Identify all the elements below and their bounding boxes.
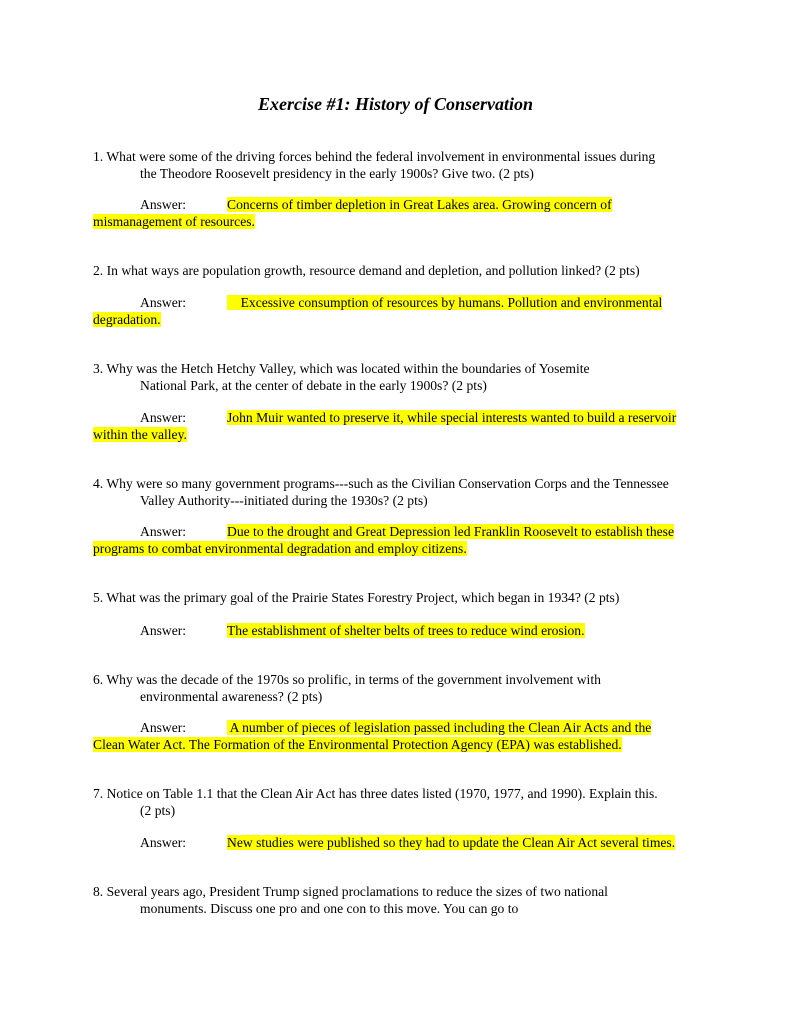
answer-5-label: Answer: xyxy=(140,623,187,638)
answer-5-text-line-1: The establishment of shelter belts of trees to reduce wind erosion. xyxy=(227,623,585,638)
question-6 xyxy=(93,671,713,705)
answer-2-text-line-2: degradation. xyxy=(93,312,161,327)
answer-4 xyxy=(93,523,713,557)
question-2 xyxy=(93,262,713,279)
answer-7-label: Answer: xyxy=(140,835,187,850)
question-4-line-2: Valley Authority---initiated during the 1930s? (2 pts) xyxy=(140,493,428,508)
answer-6-text-line-2: Clean Water Act. The Formation of the Environmental Protection Agency (EPA) was established. xyxy=(93,737,622,752)
answer-1-text-line-1: Concerns of timber depletion in Great Lakes area. Growing concern of xyxy=(227,197,612,212)
answer-6-label: Answer: xyxy=(140,720,187,735)
answer-4-label: Answer: xyxy=(140,524,187,539)
answer-3 xyxy=(93,409,713,443)
answer-6 xyxy=(93,719,713,753)
answer-1-label: Answer: xyxy=(140,197,187,212)
answer-4-text-line-2: programs to combat environmental degradation and employ citizens. xyxy=(93,541,467,556)
question-3 xyxy=(93,360,713,394)
question-4-line-1: 4. Why were so many government programs---such as the Civilian Conservation Corps and the Tennessee xyxy=(93,476,669,491)
answer-3-text-line-2: within the valley. xyxy=(93,427,187,442)
question-3-line-2: National Park, at the center of debate in the early 1900s? (2 pts) xyxy=(140,378,487,393)
answer-6-text-line-1: A number of pieces of legislation passed including the Clean Air Acts and the xyxy=(227,720,652,735)
answer-2-text-line-1: Excessive consumption of resources by humans. Pollution and environmental xyxy=(227,295,663,310)
answer-3-label: Answer: xyxy=(140,410,187,425)
answer-2 xyxy=(93,294,713,328)
answer-7 xyxy=(93,834,713,851)
question-3-line-1: 3. Why was the Hetch Hetchy Valley, which was located within the boundaries of Yosemite xyxy=(93,361,590,376)
question-2-line-1: 2. In what ways are population growth, resource demand and depletion, and pollution linked? (2 pts) xyxy=(93,263,640,278)
answer-2-label: Answer: xyxy=(140,295,187,310)
question-1-line-2: the Theodore Roosevelt presidency in the early 1900s? Give two. (2 pts) xyxy=(140,166,534,181)
question-8 xyxy=(93,883,713,917)
answer-3-text-line-1: John Muir wanted to preserve it, while special interests wanted to build a reservoir xyxy=(227,410,677,425)
question-5-line-1: 5. What was the primary goal of the Prairie States Forestry Project, which began in 1934? (2 pts) xyxy=(93,590,620,605)
question-4 xyxy=(93,475,713,509)
answer-7-text-line-1: New studies were published so they had to update the Clean Air Act several times. xyxy=(227,835,676,850)
question-7 xyxy=(93,785,713,819)
question-7-line-1: 7. Notice on Table 1.1 that the Clean Air Act has three dates listed (1970, 1977, and 1990). Explain this. xyxy=(93,786,658,801)
answer-1-text-line-2: mismanagement of resources. xyxy=(93,214,255,229)
question-8-line-1: 8. Several years ago, President Trump signed proclamations to reduce the sizes of two national xyxy=(93,884,608,899)
answer-1 xyxy=(93,196,713,230)
question-8-line-2: monuments. Discuss one pro and one con to this move. You can go to xyxy=(140,901,519,916)
question-1-line-1: 1. What were some of the driving forces behind the federal involvement in environmental issues during xyxy=(93,149,656,164)
question-7-line-2: (2 pts) xyxy=(140,803,176,818)
question-5 xyxy=(93,589,713,606)
question-1 xyxy=(93,148,713,182)
answer-4-text-line-1: Due to the drought and Great Depression led Franklin Roosevelt to establish these xyxy=(227,524,674,539)
answer-5 xyxy=(93,622,713,639)
question-6-line-2: environmental awareness? (2 pts) xyxy=(140,689,323,704)
page-title: Exercise #1: History of Conservation xyxy=(258,94,533,114)
question-6-line-1: 6. Why was the decade of the 1970s so prolific, in terms of the government involvement with xyxy=(93,672,601,687)
